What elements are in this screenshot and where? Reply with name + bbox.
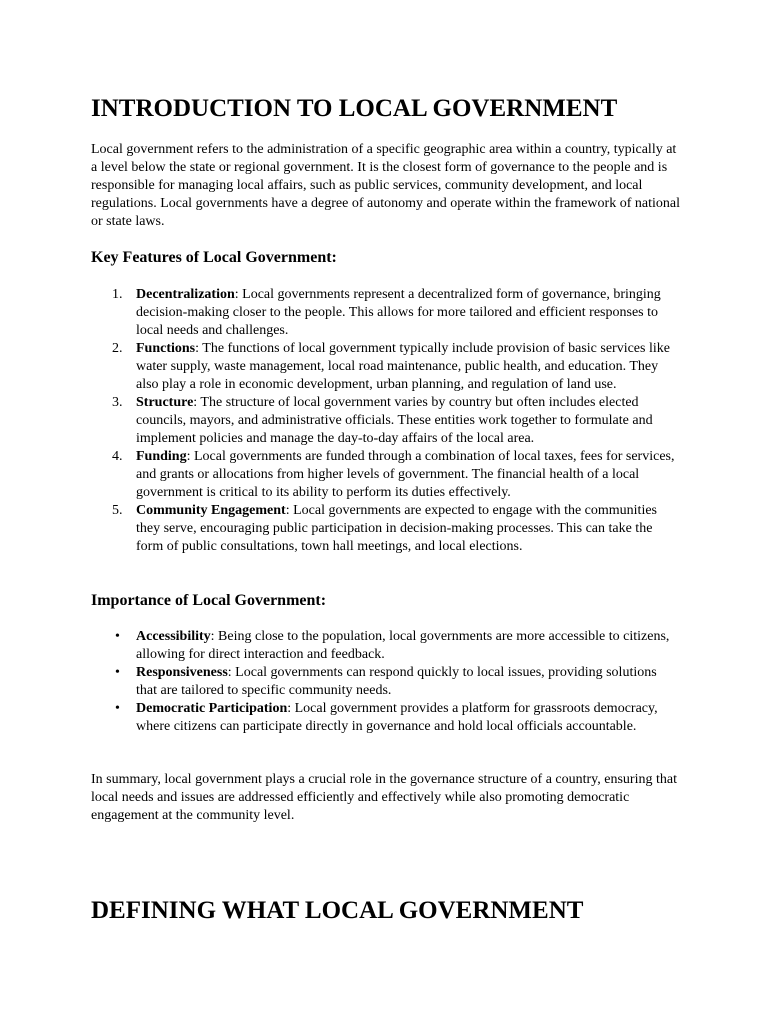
- list-number: 5.: [112, 503, 123, 518]
- intro-paragraph: Local government refers to the administration of a specific geographic area within a country, typically at a level below the state or regional government. It is the closest form of governance to the people and is responsible for managing local affairs, such as public services, community development, and local regulations. Local governments have a degree of autonomy and operate within the framework of national or state laws.: [91, 142, 680, 229]
- list-number: 2.: [112, 341, 123, 356]
- defining-heading: DEFINING WHAT LOCAL GOVERNMENT: [91, 897, 584, 924]
- list-item-term: Functions: [136, 341, 196, 356]
- list-item: [91, 448, 681, 502]
- list-item-text: : Local governments are expected to engage with the communities they serve, encouraging public participation in decision-making processes. This can take the form of public consultations, town hall meetings, and local elections.: [136, 503, 657, 554]
- list-item-term: Accessibility: [136, 629, 211, 644]
- list-item: [91, 502, 681, 556]
- list-item: [91, 394, 681, 448]
- list-item: [91, 286, 681, 340]
- intro-heading: INTRODUCTION TO LOCAL GOVERNMENT: [91, 95, 618, 122]
- features-heading: Key Features of Local Government:: [91, 249, 337, 266]
- features-list: [91, 286, 681, 556]
- list-item-text: : The functions of local government typically include provision of basic services like water supply, waste management, local road maintenance, public health, and education. They also play a role in economic development, urban planning, and regulation of land use.: [136, 341, 670, 392]
- list-item-term: Structure: [136, 395, 194, 410]
- list-number: 4.: [112, 449, 123, 464]
- list-item: [91, 664, 681, 700]
- list-item-text: : The structure of local government varies by country but often includes elected councils, mayors, and administrative officials. These entities work together to formulate and implement policies and manage the day-to-day affairs of the local area.: [136, 395, 653, 446]
- importance-heading: Importance of Local Government:: [91, 592, 327, 609]
- list-item-text: : Being close to the population, local governments are more accessible to citizens, allowing for direct interaction and feedback.: [136, 629, 670, 662]
- list-item-text: : Local governments can respond quickly to local issues, providing solutions that are tailored to specific community needs.: [136, 665, 657, 698]
- summary-paragraph: In summary, local government plays a crucial role in the governance structure of a country, ensuring that local needs and issues are addressed efficiently and effectively while also promoting democratic engagement at the community level.: [91, 772, 677, 823]
- bullet-icon: •: [115, 629, 120, 644]
- list-item: [91, 700, 681, 736]
- list-item-text: : Local government provides a platform for grassroots democracy, where citizens can participate directly in governance and hold local officials accountable.: [136, 701, 658, 734]
- list-number: 1.: [112, 287, 123, 302]
- list-item: [91, 340, 681, 394]
- list-item-term: Responsiveness: [136, 665, 228, 680]
- bullet-icon: •: [115, 701, 120, 716]
- list-item-text: : Local governments represent a decentralized form of governance, bringing decision-making closer to the people. This allows for more tailored and efficient responses to local needs and challenges.: [136, 287, 661, 338]
- list-item-text: : Local governments are funded through a combination of local taxes, fees for services, and grants or allocations from higher levels of government. The financial health of a local government is critical to its ability to perform its duties effectively.: [136, 449, 675, 500]
- list-number: 3.: [112, 395, 123, 410]
- list-item-term: Funding: [136, 449, 187, 464]
- bullet-icon: •: [115, 665, 120, 680]
- list-item-term: Democratic Participation: [136, 701, 288, 716]
- importance-list: [91, 628, 681, 736]
- list-item-term: Decentralization: [136, 287, 235, 302]
- list-item: [91, 628, 681, 664]
- list-item-term: Community Engagement: [136, 503, 286, 518]
